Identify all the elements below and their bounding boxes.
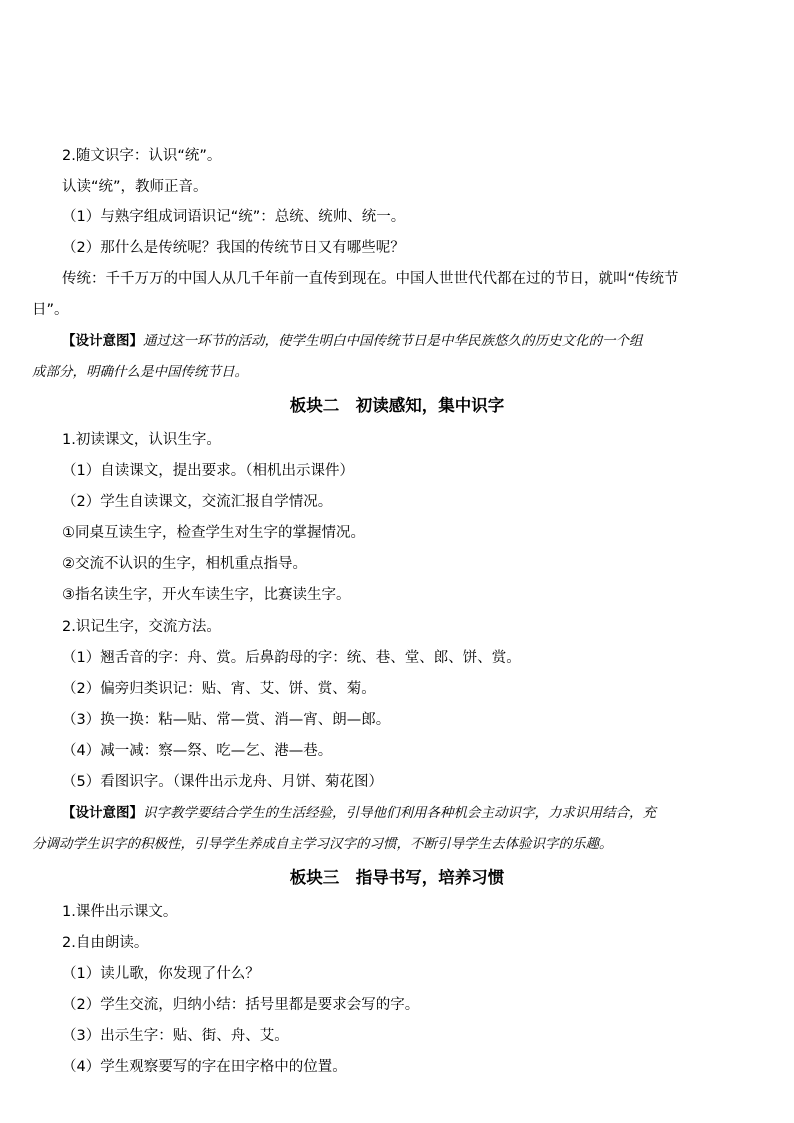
s3-item-2: 2.自由朗读。	[62, 935, 149, 951]
s3-item-1: 1.课件出示课文。	[62, 904, 178, 920]
s3-sub-3: （3）出示生字：贴、街、舟、艾。	[62, 1028, 289, 1044]
design-intent-text-2: 成部分，明确什么是中国传统节日。	[32, 364, 248, 380]
design-intent-label: 【设计意图】	[62, 333, 143, 349]
s2-item-1-sub-2: （2）学生自读课文，交流汇报自学情况。	[62, 494, 333, 510]
read-line: 认读“统”，教师正音。	[62, 179, 208, 195]
s2-circle-item-2: ②交流不认识的生字，相机重点指导。	[62, 556, 307, 572]
s2-circle-item-1: ①同桌互读生字，检查学生对生字的掌握情况。	[62, 525, 365, 541]
section-3-heading: 板块三 指导书写，培养习惯	[289, 868, 505, 887]
s2-circle-item-3: ③指名读生字，开火车读生字，比赛读生字。	[62, 587, 351, 603]
s2-item-2-sub-4: （4）减一减：察—祭、吃—乞、港—巷。	[62, 743, 333, 759]
s3-sub-1: （1）读儿歌，你发现了什么？	[62, 966, 260, 982]
s2-item-2-sub-5: （5）看图识字。（课件出示龙舟、月饼、菊花图）	[62, 774, 383, 790]
s2-item-1-sub-1: （1）自读课文，提出要求。（相机出示课件）	[62, 463, 354, 479]
design-intent-text-2: 分调动学生识字的积极性，引导学生养成自主学习汉字的习惯，不断引导学生去体验识字的乐趣。	[32, 836, 613, 852]
definition-line-1: 传统：千千万万的中国人从几千年前一直传到现在。中国人世世代代都在过的节日，就叫“传统节	[62, 271, 679, 287]
s2-item-1: 1.初读课文，认识生字。	[62, 432, 221, 448]
sub-item-2: （2）那什么是传统呢？我国的传统节日又有哪些呢？	[62, 240, 405, 256]
s2-item-2: 2.识记生字，交流方法。	[62, 619, 221, 635]
item-2-title: 2.随文识字：认识“统”。	[62, 148, 222, 164]
s3-sub-2: （2）学生交流，归纳小结：括号里都是要求会写的字。	[62, 997, 420, 1013]
design-intent-2	[62, 803, 656, 823]
design-intent-text-1: 通过这一环节的活动，使学生明白中国传统节日是中华民族悠久的历史文化的一个组	[143, 333, 643, 349]
design-intent-1	[62, 331, 643, 351]
s3-sub-4: （4）学生观察要写的字在田字格中的位置。	[62, 1059, 347, 1075]
s2-item-2-sub-3: （3）换一换：粘—贴、常—赏、消—宵、朗—郎。	[62, 712, 391, 728]
design-intent-label: 【设计意图】	[62, 805, 143, 821]
section-2-heading: 板块二 初读感知，集中识字	[289, 396, 505, 415]
design-intent-text-1: 识字教学要结合学生的生活经验，引导他们利用各种机会主动识字，力求识用结合，充	[143, 805, 656, 821]
definition-line-2: 日”。	[32, 302, 69, 318]
s2-item-2-sub-1: （1）翘舌音的字：舟、赏。后鼻韵母的字：统、巷、堂、郎、饼、赏。	[62, 650, 521, 666]
s2-item-2-sub-2: （2）偏旁归类识记：贴、宵、艾、饼、赏、菊。	[62, 681, 376, 697]
sub-item-1: （1）与熟字组成词语识记“统”：总统、统帅、统一。	[62, 209, 406, 225]
